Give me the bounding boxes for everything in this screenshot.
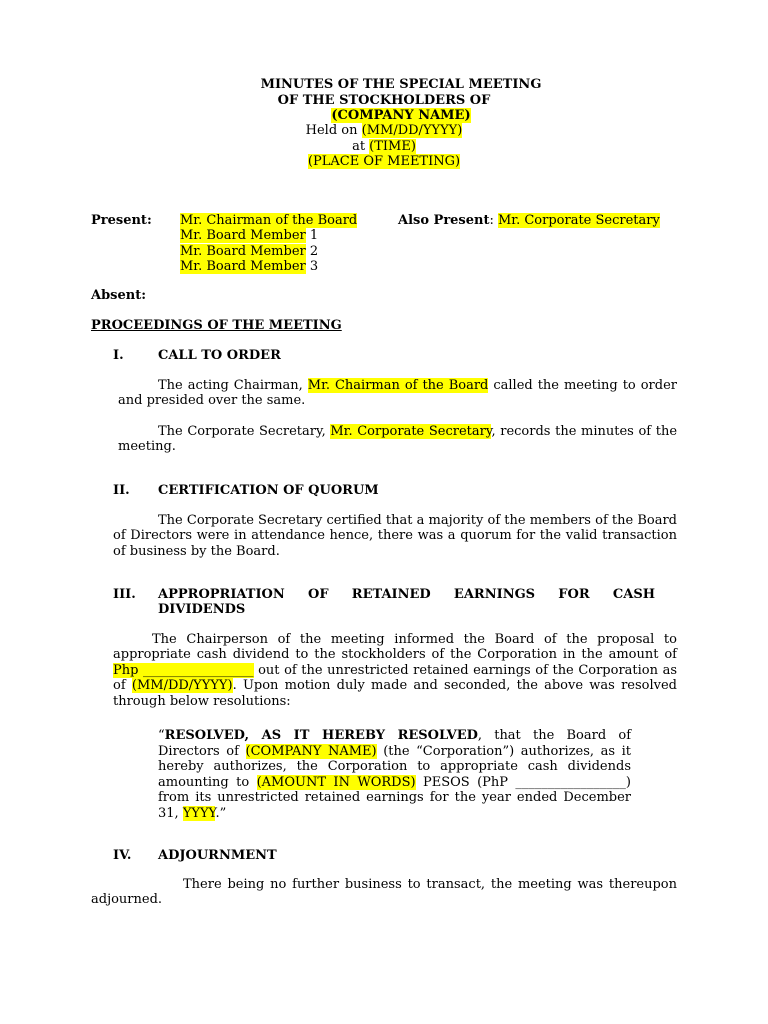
time-line: at (TIME) (352, 138, 416, 154)
section-1-number: I. (113, 348, 124, 363)
present-member: Mr. Chairman of the Board (180, 213, 358, 228)
section-2-paragraph: The Corporate Secretary certified that a majority of the members of the Board of Directors were in attendance hence, there was a quorum for the valid transaction of business by the Board. (113, 513, 677, 559)
present-member: Mr. Board Member 3 (180, 258, 319, 274)
place-line: (PLACE OF MEETING) (307, 154, 461, 169)
section-1-paragraph-2: The Corporate Secretary, Mr. Corporate Secretary, records the minutes of the meeting. (118, 424, 678, 455)
present-member: Mr. Board Member 2 (180, 243, 319, 259)
present-member: Mr. Board Member 1 (180, 228, 319, 244)
also-present: Also Present: Mr. Corporate Secretary (398, 213, 660, 228)
proceedings-heading: PROCEEDINGS OF THE MEETING (91, 318, 342, 333)
present-list (180, 213, 357, 274)
section-2-number: II. (113, 483, 130, 498)
also-present-name: Mr. Corporate Secretary (498, 213, 660, 228)
held-on-line: Held on (MM/DD/YYYY) (305, 123, 463, 138)
document-title (0, 77, 768, 124)
absent-label: Absent: (91, 288, 147, 303)
also-present-label: Also Present (398, 213, 490, 228)
section-3-heading-line-2: DIVIDENDS (158, 602, 246, 617)
section-4-number: IV. (113, 848, 132, 863)
section-4-heading: ADJOURNMENT (158, 848, 277, 863)
resolved-clause: RESOLVED, AS IT HEREBY RESOLVED (164, 728, 478, 743)
php-amount-blank: Php _________________ (113, 662, 254, 678)
section-1-heading: CALL TO ORDER (158, 348, 281, 363)
section-1-paragraph-1: The acting Chairman, Mr. Chairman of the Board called the meeting to order and presided over the same. (118, 378, 678, 409)
amount-in-words: (AMOUNT IN WORDS) (256, 774, 416, 790)
title-company: (COMPANY NAME) (331, 108, 471, 123)
section-3-heading (158, 587, 655, 617)
section-4-paragraph: There being no further business to transact, the meeting was thereupon adjourned. (91, 877, 677, 908)
present-label: Present: (91, 213, 152, 228)
section-3-heading-line-1: APPROPRIATION OF RETAINED EARNINGS FOR CASH (158, 587, 655, 602)
title-line-1: MINUTES OF THE SPECIAL MEETING (260, 77, 542, 92)
section-3-number: III. (113, 587, 136, 602)
resolution-block: “RESOLVED, AS IT HEREBY RESOLVED, that the Board of Directors of (COMPANY NAME) (the “Corporation”) authorizes, as it hereby authorizes, the Corporation to appropriate cash dividends amounting to (AMOUNT IN WORDS) PESOS (PhP _________________) from its unrestricted retained earnings for the year ended December 31, YYYY.” (158, 728, 632, 821)
meeting-details (0, 123, 768, 170)
title-line-2: OF THE STOCKHOLDERS OF (277, 92, 491, 108)
section-3-paragraph: The Chairperson of the meeting informed the Board of the proposal to appropriate cash dividend to the stockholders of the Corporation in the amount of Php _________________ out of the unrestricted retained earnings of the Corporation as of (MM/DD/YYYY). Upon motion duly made and seconded, the above was resolved through below resolutions: (113, 632, 677, 709)
section-2-heading: CERTIFICATION OF QUORUM (158, 483, 379, 498)
